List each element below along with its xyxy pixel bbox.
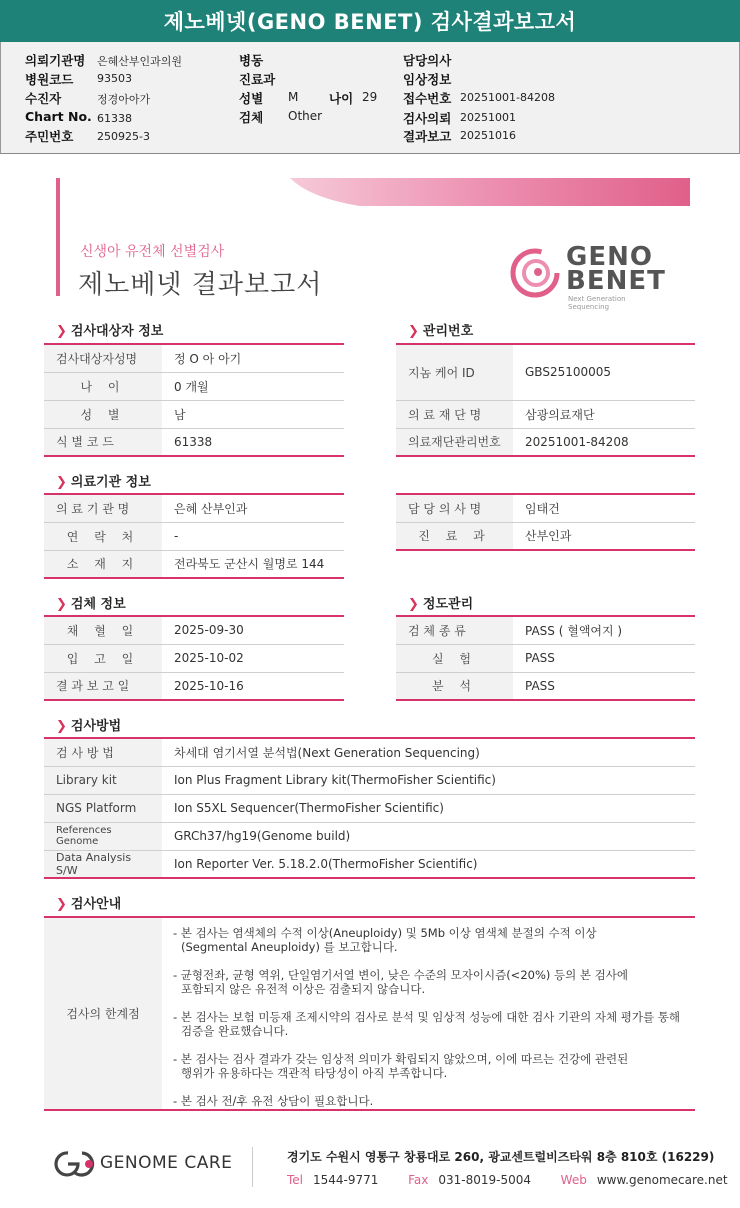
table-row [44, 428, 344, 456]
meta-label: 접수번호 [403, 91, 452, 106]
meta-label: 진료과 [239, 72, 276, 87]
meta-value: 은혜산부인과의원 [97, 55, 183, 68]
table-row [44, 372, 344, 400]
meta-value: 20251016 [460, 129, 516, 142]
tel-value: 1544-9771 [313, 1173, 379, 1187]
fax-label: Fax [408, 1173, 429, 1187]
section-heading-mgmt [408, 320, 473, 339]
header-ribbon [290, 178, 690, 206]
table-cell: References Genome [44, 822, 162, 850]
institution-table [44, 493, 344, 579]
footer-contact [287, 1173, 728, 1187]
table-row [44, 344, 344, 372]
table-cell: 남 [162, 400, 344, 428]
text: 의료기관 정보 [70, 475, 151, 490]
table-cell: 은혜 산부인과 [162, 494, 344, 522]
table-cell: 입 고 일 [44, 644, 162, 672]
meta-label: Chart No. [25, 109, 92, 124]
table-cell: 검 사 방 법 [44, 738, 162, 766]
table-cell: 정 O 아 아기 [162, 344, 344, 372]
mgmt-table [396, 343, 695, 457]
patient-meta-panel [0, 42, 740, 154]
genobenet-mark-icon [508, 246, 562, 300]
table-cell: 삼광의료재단 [513, 400, 695, 428]
table-cell: 전라북도 군산시 월명로 144 [162, 550, 344, 578]
meta-label: 수진자 [25, 91, 62, 106]
section-heading-specimen [56, 593, 126, 612]
table-cell: - [162, 522, 344, 550]
meta-value: 61338 [97, 112, 132, 125]
section-heading-method [56, 715, 121, 734]
table-cell: 산부인과 [513, 522, 695, 550]
table-row [44, 400, 344, 428]
table-cell: Library kit [44, 766, 162, 794]
text: - 균형전좌, 균형 역위, 단일염기서열 변이, 낮은 수준의 모자이시즘(<20%) 등의 본 검사에 [173, 968, 628, 982]
table-cell: 의 료 기 관 명 [44, 494, 162, 522]
logo-text-bottom: BENET [566, 266, 666, 296]
text: 관리번호 [422, 324, 474, 339]
text: 검증을 완료했습니다. [181, 1024, 289, 1038]
meta-label: 담당의사 [403, 53, 452, 68]
meta-value: 29 [362, 90, 378, 104]
method-table [44, 737, 695, 879]
report-page [0, 154, 740, 1208]
tel-label: Tel [287, 1173, 304, 1187]
table-cell: NGS Platform [44, 794, 162, 822]
report-heading: 제노베넷 결과보고서 [78, 270, 323, 300]
table-row [396, 522, 695, 550]
text: 검사방법 [70, 719, 122, 734]
table-cell: 2025-10-16 [162, 672, 344, 700]
qc-table [396, 615, 695, 701]
meta-label: 검체 [239, 110, 264, 125]
doctor-table [396, 493, 695, 551]
table-cell: 결 과 보 고 일 [44, 672, 162, 700]
text: 검체 정보 [70, 597, 126, 612]
table-cell: GRCh37/hg19(Genome build) [162, 822, 695, 850]
footer-address: 경기도 수원시 영통구 창룡대로 260, 광교센트럴비즈타워 8층 810호 (16229) [287, 1150, 715, 1164]
table-cell: 채 혈 일 [44, 616, 162, 644]
meta-label: 결과보고 [403, 129, 452, 144]
note-item [173, 1052, 693, 1080]
meta-label: 검사의뢰 [403, 111, 452, 126]
arrow-icon: ❯ [56, 897, 67, 912]
table-cell: 20251001-84208 [513, 428, 695, 456]
meta-label: 주민번호 [25, 129, 74, 144]
web-link[interactable]: www.genomecare.net [596, 1173, 728, 1187]
table-cell: 식 별 코 드 [44, 428, 162, 456]
table-row [396, 644, 695, 672]
text: 정도관리 [422, 597, 474, 612]
table-row [44, 766, 695, 794]
table-cell: 연 락 처 [44, 522, 162, 550]
table-cell: 의 료 재 단 명 [396, 400, 513, 428]
table-cell: 2025-10-02 [162, 644, 344, 672]
table-cell: 소 재 지 [44, 550, 162, 578]
arrow-icon: ❯ [408, 597, 419, 612]
table-row [44, 672, 344, 700]
meta-value: 20251001 [460, 111, 516, 124]
fax-value: 031-8019-5004 [438, 1173, 532, 1187]
text: - 본 검사는 보험 미등재 조제시약의 검사로 분석 및 임상적 성능에 대한 검사 기관의 자체 평가를 통해 [173, 1010, 680, 1024]
section-heading-qc [408, 593, 473, 612]
table-row [44, 494, 344, 522]
web-label: Web [560, 1173, 587, 1187]
table-cell: 의료재단관리번호 [396, 428, 513, 456]
table-row [44, 550, 344, 578]
table-cell: 진 료 과 [396, 522, 513, 550]
meta-label: 병동 [239, 53, 264, 68]
meta-value: 정경아아가 [97, 93, 151, 106]
table-row [44, 794, 695, 822]
meta-label: 병원코드 [25, 72, 74, 87]
text: 행위가 유용하다는 객관적 타당성이 아직 부족합니다. [181, 1066, 448, 1080]
table-cell: 나 이 [44, 372, 162, 400]
table-cell: Data Analysis S/W [44, 850, 162, 878]
note-item [173, 968, 693, 996]
table-row [44, 616, 344, 644]
table-cell: Ion Plus Fragment Library kit(ThermoFisher Scientific) [162, 766, 695, 794]
report-subtitle: 신생아 유전체 선별검사 [80, 244, 225, 260]
text: 검사안내 [70, 897, 122, 912]
arrow-icon: ❯ [408, 324, 419, 339]
arrow-icon: ❯ [56, 324, 67, 339]
meta-value: 93503 [97, 72, 132, 85]
text: - 본 검사는 검사 결과가 갖는 임상적 의미가 확립되지 않았으며, 이에 따르는 건강에 관련된 [173, 1052, 629, 1066]
meta-label: 임상정보 [403, 72, 452, 87]
arrow-icon: ❯ [56, 475, 67, 490]
genomecare-mark-icon [52, 1150, 98, 1178]
meta-label: 의뢰기관명 [25, 53, 86, 68]
table-cell: PASS ( 혈액여지 ) [513, 616, 695, 644]
table-cell: 성 별 [44, 400, 162, 428]
table-cell: 0 개월 [162, 372, 344, 400]
arrow-icon: ❯ [56, 719, 67, 734]
table-row [396, 400, 695, 428]
table-cell: PASS [513, 644, 695, 672]
meta-label: 나이 [329, 91, 354, 106]
text: (Segmental Aneuploidy) 를 보고합니다. [181, 940, 398, 954]
report-title-bar [0, 0, 740, 42]
subject-table [44, 343, 344, 457]
table-cell: 실 험 [396, 644, 513, 672]
genobenet-logo [508, 242, 668, 311]
table-row [44, 522, 344, 550]
logo-tagline: Next Generation Sequencing [568, 295, 626, 311]
specimen-table [44, 615, 344, 701]
table-cell: 61338 [162, 428, 344, 456]
table-row [44, 822, 695, 850]
table-cell: 검 체 종 류 [396, 616, 513, 644]
table-cell: 담 당 의 사 명 [396, 494, 513, 522]
section-heading-institution [56, 471, 151, 490]
table-row [396, 672, 695, 700]
table-row [396, 428, 695, 456]
table-row [396, 494, 695, 522]
section-heading-guide [56, 893, 121, 912]
meta-value: 20251001-84208 [460, 91, 555, 104]
report-title: 제노베넷(GENO BENET) 검사결과보고서 [163, 10, 577, 34]
limitations-label: 검사의 한계점 [44, 918, 162, 1109]
table-cell: Ion S5XL Sequencer(ThermoFisher Scientific) [162, 794, 695, 822]
table-cell: 2025-09-30 [162, 616, 344, 644]
table-row [396, 344, 695, 400]
text: 검사대상자 정보 [70, 324, 164, 339]
table-row [44, 850, 695, 878]
text: 포함되지 않은 유전적 이상은 검출되지 않습니다. [181, 982, 426, 996]
table-cell: 임태건 [513, 494, 695, 522]
text: - 본 검사는 염색체의 수적 이상(Aneuploidy) 및 5Mb 이상 염색체 분절의 수적 이상 [173, 926, 597, 940]
footer-brand: GENOME CARE [100, 1153, 233, 1173]
accent-bar [56, 178, 60, 296]
table-cell: PASS [513, 672, 695, 700]
meta-value: M [288, 90, 299, 104]
table-cell: 검사대상자성명 [44, 344, 162, 372]
table-row [44, 738, 695, 766]
section-heading-subject [56, 320, 163, 339]
note-item [173, 1094, 693, 1108]
table-row [44, 644, 344, 672]
table-cell: 차세대 염기서열 분석법(Next Generation Sequencing) [162, 738, 695, 766]
limitations-box [44, 916, 695, 1111]
table-cell: 지놈 케어 ID [396, 344, 513, 400]
text: - 본 검사 전/후 유전 상담이 필요합니다. [173, 1094, 374, 1108]
table-cell: 분 석 [396, 672, 513, 700]
note-item [173, 926, 693, 954]
table-cell: GBS25100005 [513, 344, 695, 400]
logo-text-top: GENO [566, 242, 653, 272]
meta-value: 250925-3 [97, 130, 150, 143]
footer-divider [252, 1147, 253, 1187]
arrow-icon: ❯ [56, 597, 67, 612]
table-row [396, 616, 695, 644]
meta-label: 성별 [239, 91, 264, 106]
note-item [173, 1010, 693, 1038]
meta-value: Other [288, 109, 323, 123]
table-cell: Ion Reporter Ver. 5.18.2.0(ThermoFisher Scientific) [162, 850, 695, 878]
